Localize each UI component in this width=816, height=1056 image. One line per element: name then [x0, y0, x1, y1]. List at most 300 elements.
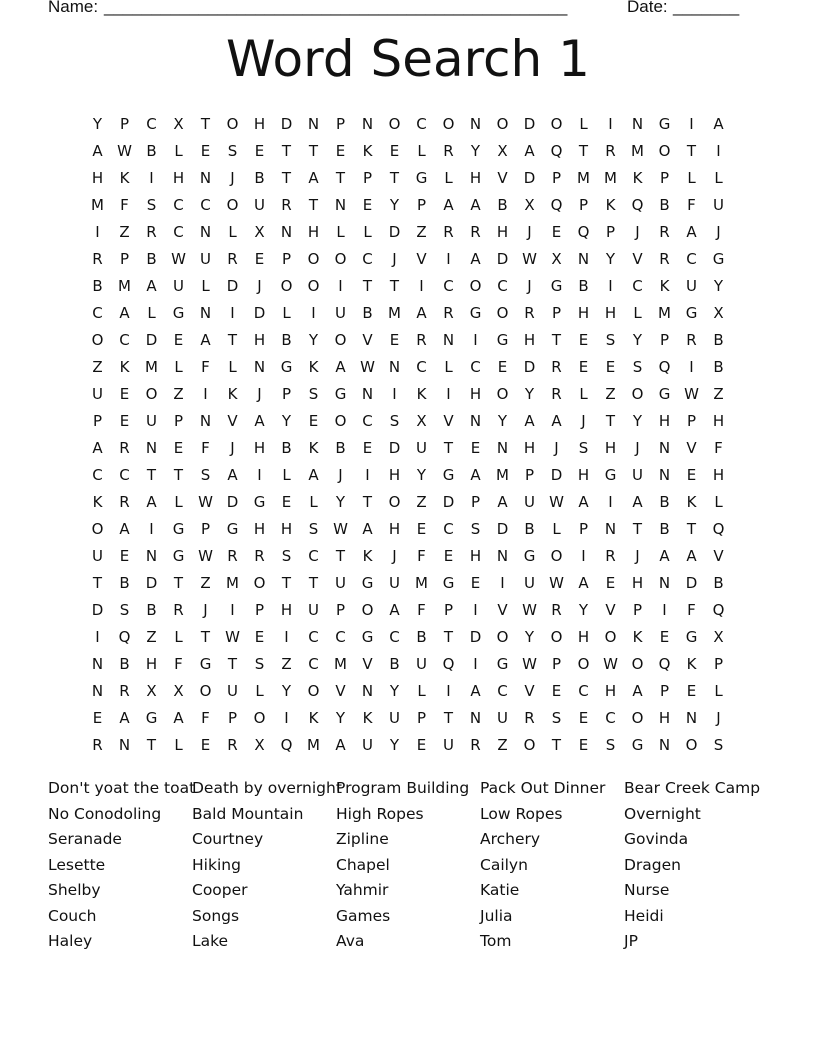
grid-letter: G — [604, 466, 617, 484]
grid-letter: A — [686, 223, 697, 241]
grid-letter: V — [416, 250, 427, 268]
grid-letter: C — [335, 628, 346, 646]
grid-letter: M — [631, 142, 644, 160]
name-field[interactable]: _________________________________________________ — [104, 0, 568, 16]
grid-letter: N — [91, 682, 104, 700]
grid-letter: D — [523, 115, 536, 133]
grid-letter: J — [554, 439, 559, 457]
grid-letter: W — [333, 520, 348, 538]
grid-letter: I — [500, 574, 505, 592]
word-item: Shelby — [48, 881, 101, 899]
grid-letter: C — [416, 115, 427, 133]
grid-row — [84, 275, 732, 302]
grid-letter: X — [146, 682, 157, 700]
grid-letter: V — [497, 601, 508, 619]
grid-letter: Q — [442, 655, 455, 673]
grid-letter: D — [388, 223, 401, 241]
grid-letter: J — [527, 223, 532, 241]
grid-letter: H — [604, 304, 617, 322]
word-item: Bald Mountain — [192, 804, 304, 823]
grid-letter: G — [334, 385, 347, 403]
word-item: Lesette — [48, 855, 106, 874]
word-item: Lake — [192, 932, 229, 950]
grid-letter: E — [254, 250, 265, 268]
grid-letter: L — [309, 493, 318, 511]
word-item: Program Building — [336, 779, 470, 797]
grid-letter: I — [230, 304, 235, 322]
grid-letter: L — [336, 223, 345, 241]
grid-letter: O — [631, 709, 644, 727]
word-item: Govinda — [624, 830, 689, 848]
grid-letter: B — [524, 520, 535, 538]
grid-letter: Z — [200, 574, 211, 592]
grid-letter: P — [659, 331, 670, 349]
grid-letter: L — [363, 223, 372, 241]
grid-letter: E — [470, 439, 481, 457]
grid-letter: V — [524, 682, 535, 700]
grid-letter: T — [227, 331, 238, 349]
grid-letter: X — [551, 250, 562, 268]
grid-letter: M — [91, 196, 104, 214]
grid-letter: E — [551, 223, 562, 241]
grid-letter: F — [201, 439, 210, 457]
grid-letter: U — [713, 196, 724, 214]
grid-letter: U — [173, 277, 184, 295]
word-item: Overnight — [624, 804, 701, 823]
grid-letter: O — [253, 574, 266, 592]
grid-letter: P — [119, 115, 130, 133]
grid-letter: C — [119, 331, 130, 349]
grid-letter: R — [659, 223, 670, 241]
word-item: Hiking — [192, 855, 241, 874]
grid-letter: U — [416, 655, 427, 673]
grid-letter: P — [470, 493, 481, 511]
grid-letter: Z — [281, 655, 292, 673]
grid-letter: E — [497, 358, 508, 376]
grid-letter: R — [92, 250, 103, 268]
word-item: Songs — [192, 906, 240, 925]
word-item: Yahmir — [336, 881, 389, 899]
grid-letter: L — [417, 682, 426, 700]
grid-letter: T — [308, 196, 319, 214]
grid-letter: B — [659, 520, 670, 538]
grid-letter: A — [335, 358, 346, 376]
grid-letter: F — [687, 601, 696, 619]
grid-letter: Z — [497, 736, 508, 754]
grid-letter: X — [254, 736, 265, 754]
grid-row — [84, 221, 732, 248]
grid-letter: Y — [389, 196, 400, 214]
grid-letter: Z — [146, 628, 157, 646]
grid-letter: T — [200, 115, 211, 133]
grid-letter: Y — [524, 628, 535, 646]
grid-letter: B — [146, 601, 157, 619]
grid-letter: F — [417, 547, 426, 565]
grid-letter: M — [604, 169, 617, 187]
grid-letter: R — [443, 223, 454, 241]
grid-letter: O — [361, 601, 374, 619]
grid-letter: S — [389, 412, 400, 430]
word-item: Cooper — [192, 881, 248, 899]
grid-letter: T — [173, 466, 184, 484]
word-column — [624, 777, 768, 956]
grid-letter: R — [605, 547, 616, 565]
grid-letter: H — [253, 115, 266, 133]
grid-letter: E — [119, 547, 130, 565]
grid-letter: E — [578, 358, 589, 376]
grid-letter: N — [145, 547, 158, 565]
grid-letter: S — [578, 439, 589, 457]
grid-letter: H — [469, 385, 482, 403]
grid-letter: H — [604, 439, 617, 457]
grid-letter: C — [146, 115, 157, 133]
grid-letter: P — [713, 655, 724, 673]
grid-letter: C — [173, 223, 184, 241]
grid-letter: T — [389, 277, 400, 295]
grid-letter: B — [281, 331, 292, 349]
grid-letter: P — [551, 169, 562, 187]
grid-letter: E — [200, 736, 211, 754]
grid-letter: P — [686, 412, 697, 430]
grid-row — [84, 194, 732, 221]
grid-letter: N — [685, 709, 698, 727]
grid-letter: A — [470, 466, 481, 484]
grid-letter: D — [523, 169, 536, 187]
grid-letter: O — [550, 547, 563, 565]
letter-grid — [84, 113, 732, 761]
grid-letter: I — [365, 466, 370, 484]
grid-letter: C — [92, 466, 103, 484]
grid-letter: K — [92, 493, 103, 511]
grid-letter: H — [631, 574, 644, 592]
grid-letter: R — [524, 709, 535, 727]
grid-letter: Z — [713, 385, 724, 403]
grid-letter: N — [658, 574, 671, 592]
grid-letter: P — [443, 601, 454, 619]
grid-letter: P — [200, 520, 211, 538]
grid-letter: K — [686, 655, 697, 673]
grid-letter: O — [496, 304, 509, 322]
grid-letter: O — [253, 709, 266, 727]
grid-letter: Y — [308, 331, 319, 349]
grid-letter: U — [92, 547, 103, 565]
word-item: Archery — [480, 830, 541, 848]
grid-letter: C — [578, 682, 589, 700]
grid-letter: P — [605, 223, 616, 241]
grid-letter: C — [308, 628, 319, 646]
grid-letter: H — [253, 331, 266, 349]
word-list — [48, 777, 768, 956]
grid-letter: N — [496, 547, 509, 565]
grid-letter: B — [335, 439, 346, 457]
grid-letter: E — [119, 412, 130, 430]
grid-letter: Z — [416, 493, 427, 511]
grid-letter: U — [524, 574, 535, 592]
grid-letter: S — [119, 601, 130, 619]
grid-letter: P — [119, 250, 130, 268]
grid-letter: M — [577, 169, 590, 187]
grid-letter: A — [92, 142, 103, 160]
grid-letter: T — [308, 574, 319, 592]
date-field[interactable]: _______ — [673, 0, 740, 16]
grid-letter: I — [689, 115, 694, 133]
grid-letter: U — [335, 574, 346, 592]
grid-letter: H — [280, 601, 293, 619]
grid-letter: T — [443, 628, 454, 646]
grid-letter: T — [389, 169, 400, 187]
grid-letter: M — [307, 736, 320, 754]
grid-row — [84, 572, 732, 599]
grid-letter: R — [146, 223, 157, 241]
grid-letter: J — [257, 277, 262, 295]
grid-letter: T — [632, 520, 643, 538]
grid-letter: T — [200, 628, 211, 646]
grid-letter: Y — [470, 142, 481, 160]
grid-letter: G — [253, 493, 266, 511]
grid-letter: T — [362, 493, 373, 511]
grid-letter: D — [388, 439, 401, 457]
grid-letter: L — [552, 520, 561, 538]
grid-letter: N — [658, 466, 671, 484]
grid-letter: T — [146, 736, 157, 754]
grid-letter: O — [631, 385, 644, 403]
grid-letter: K — [362, 709, 373, 727]
grid-letter: A — [335, 736, 346, 754]
grid-letter: J — [203, 601, 208, 619]
grid-letter: N — [361, 115, 374, 133]
grid-letter: P — [524, 466, 535, 484]
grid-letter: W — [549, 493, 564, 511]
grid-letter: G — [172, 520, 185, 538]
grid-letter: I — [95, 628, 100, 646]
grid-letter: I — [95, 223, 100, 241]
grid-letter: X — [497, 142, 508, 160]
word-item: Ava — [336, 932, 365, 950]
grid-letter: A — [470, 250, 481, 268]
grid-letter: A — [146, 493, 157, 511]
grid-letter: T — [443, 439, 454, 457]
header — [48, 0, 768, 19]
grid-letter: H — [307, 223, 320, 241]
grid-row — [84, 383, 732, 410]
grid-letter: S — [281, 547, 292, 565]
grid-letter: R — [551, 601, 562, 619]
grid-letter: H — [388, 466, 401, 484]
grid-letter: N — [496, 439, 509, 457]
grid-letter: K — [119, 169, 130, 187]
grid-letter: R — [119, 439, 130, 457]
grid-letter: K — [605, 196, 616, 214]
grid-letter: Y — [416, 466, 427, 484]
grid-letter: A — [686, 547, 697, 565]
grid-letter: G — [496, 331, 509, 349]
grid-letter: B — [281, 439, 292, 457]
grid-letter: D — [496, 520, 509, 538]
grid-letter: A — [470, 196, 481, 214]
grid-letter: P — [281, 385, 292, 403]
grid-letter: K — [308, 439, 319, 457]
grid-letter: L — [714, 169, 723, 187]
grid-letter: O — [91, 520, 104, 538]
grid-letter: G — [361, 628, 374, 646]
grid-letter: G — [685, 304, 698, 322]
grid-letter: H — [577, 466, 590, 484]
grid-letter: J — [716, 709, 721, 727]
grid-letter: X — [254, 223, 265, 241]
grid-letter: H — [523, 331, 536, 349]
grid-row — [84, 734, 732, 761]
grid-letter: X — [173, 115, 184, 133]
grid-letter: B — [362, 304, 373, 322]
grid-letter: K — [659, 277, 670, 295]
grid-letter: N — [631, 115, 644, 133]
name-label: Name: — [48, 0, 99, 16]
grid-letter: T — [281, 574, 292, 592]
grid-letter: G — [415, 169, 428, 187]
grid-letter: O — [334, 250, 347, 268]
grid-letter: Y — [389, 736, 400, 754]
grid-row — [84, 518, 732, 545]
grid-letter: C — [443, 520, 454, 538]
grid-letter: E — [362, 196, 373, 214]
word-item: High Ropes — [336, 804, 424, 823]
grid-letter: I — [284, 628, 289, 646]
grid-letter: B — [713, 331, 724, 349]
grid-letter: L — [174, 358, 183, 376]
grid-letter: I — [608, 493, 613, 511]
grid-letter: W — [522, 250, 537, 268]
grid-letter: C — [389, 628, 400, 646]
word-item: Don't yoat the toat — [48, 779, 196, 797]
grid-letter: B — [659, 493, 670, 511]
grid-letter: M — [118, 277, 131, 295]
grid-letter: R — [254, 547, 265, 565]
grid-letter: H — [91, 169, 104, 187]
grid-letter: O — [226, 196, 239, 214]
grid-letter: V — [686, 439, 697, 457]
grid-letter: D — [685, 574, 698, 592]
grid-letter: T — [686, 142, 697, 160]
grid-letter: N — [577, 250, 590, 268]
grid-letter: R — [173, 601, 184, 619]
word-item: Death by overnight — [192, 779, 342, 797]
grid-letter: E — [578, 709, 589, 727]
grid-letter: K — [632, 628, 643, 646]
grid-letter: P — [335, 601, 346, 619]
grid-letter: O — [658, 142, 671, 160]
grid-letter: A — [227, 466, 238, 484]
grid-letter: E — [173, 331, 184, 349]
grid-letter: F — [120, 196, 129, 214]
grid-letter: B — [713, 358, 724, 376]
grid-letter: O — [496, 628, 509, 646]
grid-letter: C — [443, 277, 454, 295]
grid-letter: N — [199, 304, 212, 322]
grid-letter: Z — [416, 223, 427, 241]
grid-letter: C — [497, 277, 508, 295]
grid-letter: T — [335, 169, 346, 187]
grid-letter: N — [199, 169, 212, 187]
grid-letter: P — [227, 709, 238, 727]
grid-letter: J — [635, 439, 640, 457]
grid-letter: H — [712, 412, 725, 430]
grid-letter: N — [388, 358, 401, 376]
grid-letter: K — [632, 169, 643, 187]
grid-letter: U — [308, 601, 319, 619]
grid-letter: N — [604, 520, 617, 538]
grid-letter: P — [281, 250, 292, 268]
grid-letter: D — [469, 628, 482, 646]
grid-letter: N — [442, 331, 455, 349]
grid-letter: T — [227, 655, 238, 673]
grid-letter: A — [497, 493, 508, 511]
grid-letter: J — [230, 169, 235, 187]
grid-letter: O — [388, 115, 401, 133]
grid-letter: I — [446, 250, 451, 268]
grid-row — [84, 356, 732, 383]
grid-letter: L — [228, 358, 237, 376]
word-item: Couch — [48, 906, 97, 925]
grid-letter: Y — [335, 709, 346, 727]
grid-letter: S — [308, 520, 319, 538]
grid-letter: F — [687, 196, 696, 214]
word-column — [336, 777, 480, 956]
grid-letter: A — [119, 304, 130, 322]
grid-letter: V — [362, 655, 373, 673]
grid-letter: O — [280, 277, 293, 295]
grid-letter: X — [173, 682, 184, 700]
grid-letter: C — [173, 196, 184, 214]
grid-letter: G — [145, 709, 158, 727]
grid-letter: W — [198, 547, 213, 565]
grid-letter: C — [92, 304, 103, 322]
grid-row — [84, 464, 732, 491]
grid-letter: P — [632, 601, 643, 619]
grid-letter: J — [581, 412, 586, 430]
grid-letter: A — [308, 169, 319, 187]
grid-letter: I — [149, 520, 154, 538]
grid-letter: X — [713, 304, 724, 322]
grid-letter: F — [201, 709, 210, 727]
grid-row — [84, 410, 732, 437]
grid-letter: C — [686, 250, 697, 268]
grid-letter: R — [470, 223, 481, 241]
grid-letter: E — [254, 142, 265, 160]
grid-letter: Q — [712, 601, 725, 619]
grid-letter: C — [308, 655, 319, 673]
grid-letter: K — [686, 493, 697, 511]
grid-letter: I — [446, 385, 451, 403]
grid-letter: A — [416, 304, 427, 322]
grid-letter: S — [227, 142, 238, 160]
grid-letter: Q — [550, 142, 563, 160]
grid-letter: A — [362, 520, 373, 538]
grid-letter: T — [551, 331, 562, 349]
grid-letter: K — [227, 385, 238, 403]
grid-letter: A — [578, 574, 589, 592]
grid-letter: E — [578, 736, 589, 754]
grid-letter: V — [497, 169, 508, 187]
grid-letter: E — [443, 547, 454, 565]
grid-letter: O — [496, 385, 509, 403]
grid-letter: I — [203, 385, 208, 403]
grid-letter: N — [469, 115, 482, 133]
grid-letter: W — [198, 493, 213, 511]
grid-row — [84, 140, 732, 167]
grid-letter: P — [173, 412, 184, 430]
word-item: Tom — [480, 932, 512, 950]
grid-letter: P — [578, 520, 589, 538]
